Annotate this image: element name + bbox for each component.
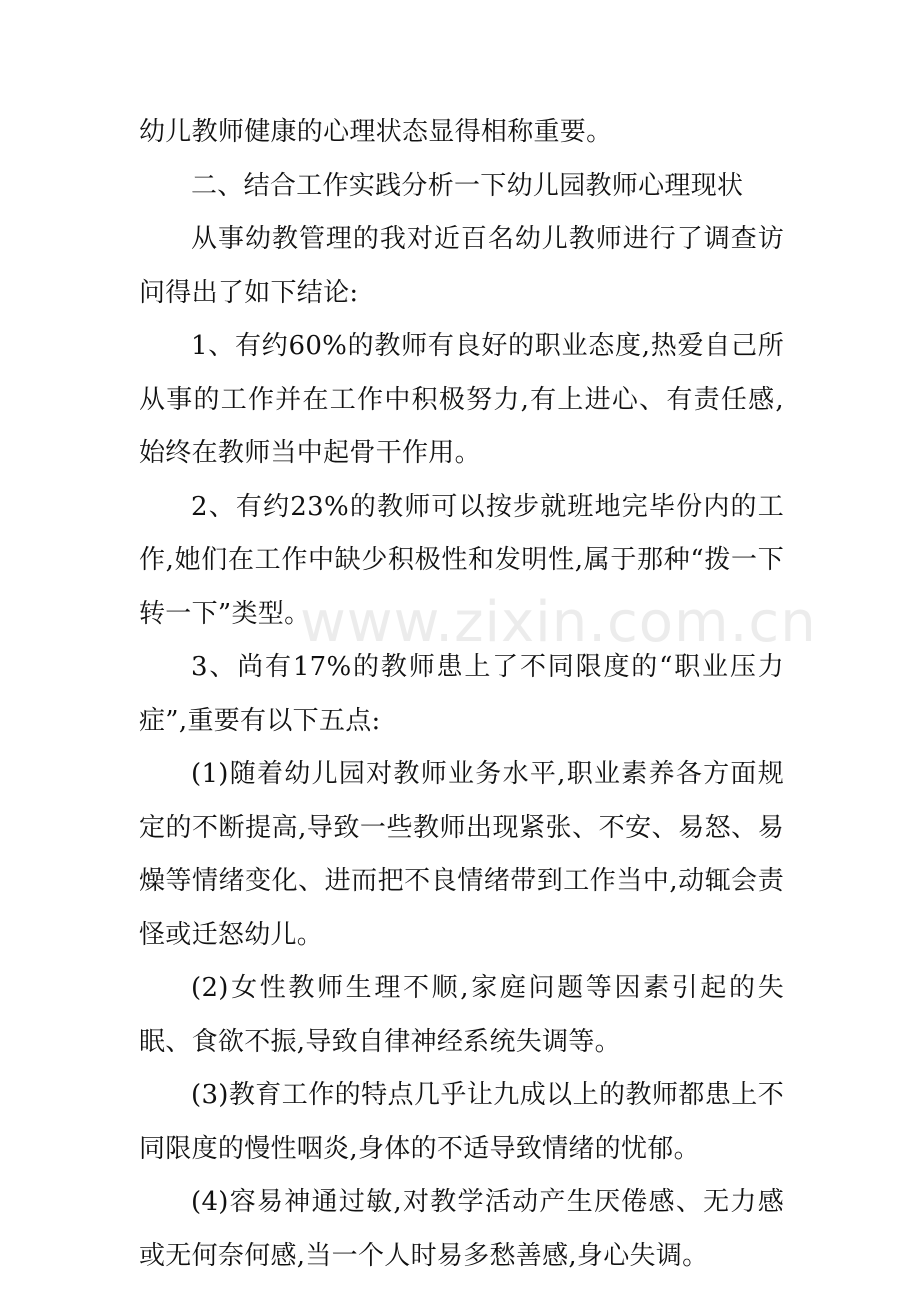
paragraph-survey-intro: 从事幼教管理的我对近百名幼儿教师进行了调查访问得出了如下结论:	[139, 224, 784, 308]
paragraph-point-1: (1)随着幼儿园对教师业务水平,职业素养各方面规定的不断提高,导致一些教师出现紧张、不安、易怒、易燥等情绪变化、进而把不良情绪带到工作当中,动辄会责怪或迁怒幼儿。	[139, 759, 784, 950]
watermark-text: www.zixin.com.cn	[300, 590, 817, 655]
paragraph-1: 幼儿教师健康的心理状态显得相称重要。	[139, 117, 613, 147]
paragraph-finding-1: 1、有约60%的教师有良好的职业态度,热爱自己所从事的工作并在工作中积极努力,有上进心、有责任感,始终在教师当中起骨干作用。	[139, 331, 784, 468]
document-body	[139, 106, 784, 1283]
paragraph-point-2: (2)女性教师生理不顺,家庭问题等因素引起的失眠、食欲不振,导致自律神经系统失调等。	[139, 973, 784, 1057]
paragraph-point-3: (3)教育工作的特点几乎让九成以上的教师都患上不同限度的慢性咽炎,身体的不适导致情绪的忧郁。	[139, 1080, 784, 1164]
section-heading: 二、结合工作实践分析一下幼儿园教师心理现状	[191, 170, 744, 201]
paragraph-finding-3: 3、尚有17%的教师患上了不同限度的“职业压力症”,重要有以下五点:	[139, 652, 784, 736]
paragraph-finding-2: 2、有约23%的教师可以按步就班地完毕份内的工作,她们在工作中缺少积极性和发明性,属于那种“拨一下转一下”类型。	[139, 491, 784, 629]
paragraph-point-4: (4)容易神通过敏,对教学活动产生厌倦感、无力感或无何奈何感,当一个人时易多愁善感,身心失调。	[139, 1187, 784, 1271]
